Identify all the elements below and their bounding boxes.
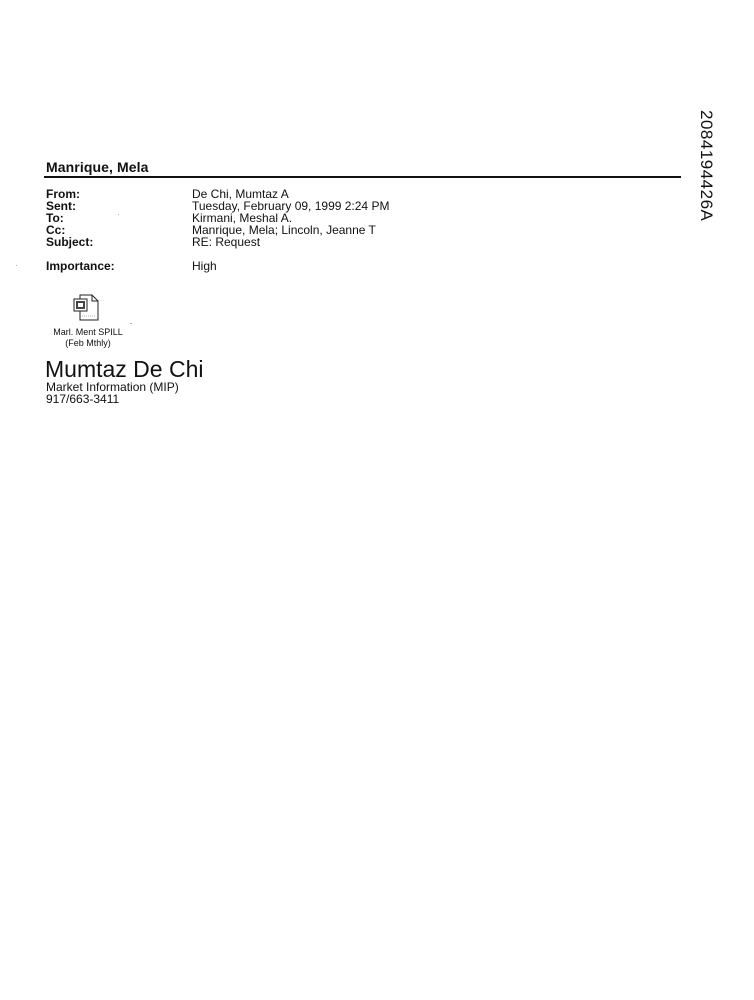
scan-speck [118, 214, 119, 215]
sent-label: Sent: [46, 199, 76, 213]
attachment-name-line2: (Feb Mthly) [65, 338, 111, 348]
document-id-stamp: 2084194426A [697, 110, 716, 222]
cc-label: Cc: [46, 223, 66, 237]
subject-label: Subject: [46, 235, 94, 249]
to-value: Kirmani, Meshal A. [192, 211, 293, 225]
importance-value: High [192, 259, 217, 273]
sent-value: Tuesday, February 09, 1999 2:24 PM [192, 199, 390, 213]
signature-name: Mumtaz De Chi [45, 356, 204, 382]
document-icon[interactable] [72, 294, 104, 324]
cc-value: Manrique, Mela; Lincoln, Jeanne T [192, 223, 376, 237]
importance-label: Importance: [46, 259, 115, 273]
attachment-caption[interactable] [38, 327, 138, 349]
attachment-name-line1: Marl. Ment SPILL [53, 327, 123, 337]
signature-department: Market Information (MIP) [46, 380, 179, 394]
header-divider [44, 176, 681, 178]
scan-speck [130, 323, 132, 324]
to-label: To: [46, 211, 64, 225]
sender-mailbox-name: Manrique, Mela [46, 159, 149, 175]
signature-phone: 917/663-3411 [46, 392, 120, 406]
subject-value: RE: Request [192, 235, 261, 249]
field-row-importance [46, 259, 446, 273]
from-value: De Chi, Mumtaz A [192, 187, 289, 201]
from-label: From: [46, 187, 80, 201]
scan-speck [16, 265, 17, 266]
